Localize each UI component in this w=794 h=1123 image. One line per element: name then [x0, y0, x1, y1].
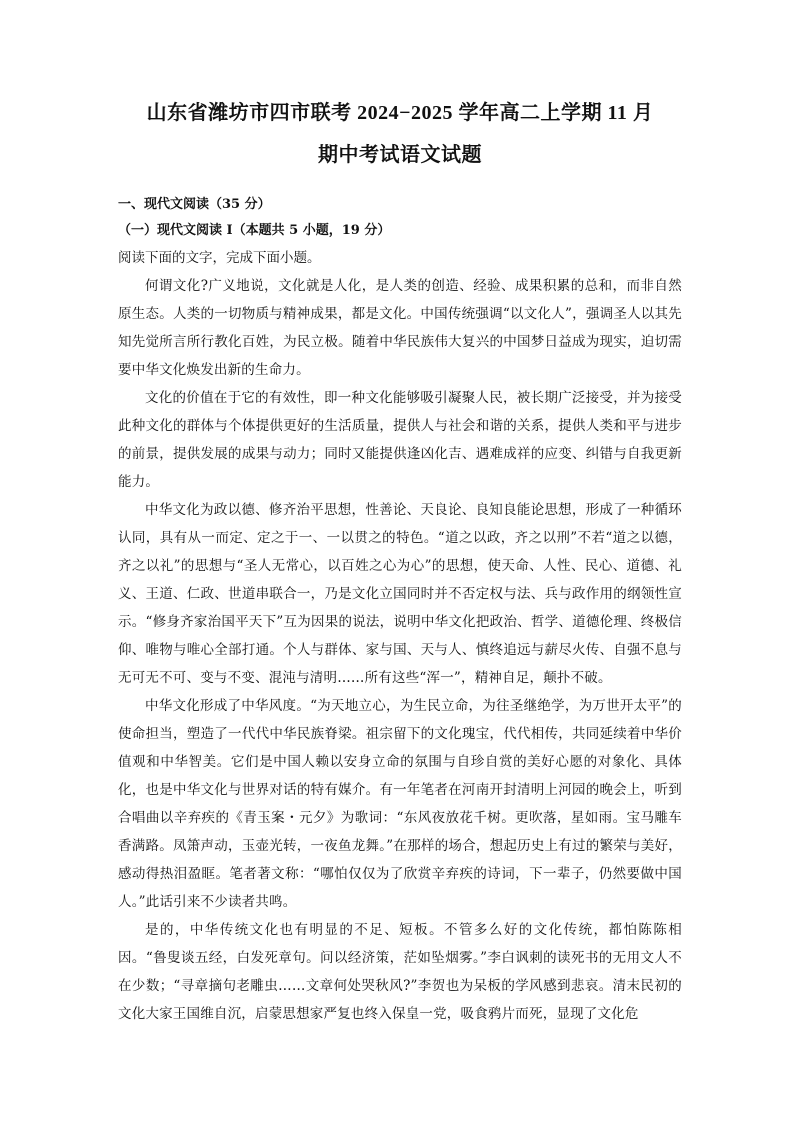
paragraph-5: 是的，中华传统文化也有明显的不足、短板。不管多么好的文化传统，都怕陈陈相因。“鲁叟谈五经，白发死章句。问以经济策，茫如坠烟雾。”李白讽刺的读死书的无用文人不在少数；“寻章摘句老雕虫……文章何处哭秋风?”李贺也为呆板的学风感到悲哀。清末民初的文化大家王国维自沉，启蒙思想家严复也终入保皇一党，吸食鸦片而死，显现了文化危 [118, 922, 682, 1022]
document-title-line-2: 期中考试语文试题 [318, 144, 482, 166]
paragraph-3: 中华文化为政以德、修齐治平思想，性善论、天良论、良知良能论思想，形成了一种循环认同，具有从一而定、定之于一、一以贯之的特色。“道之以政，齐之以刑”不若“道之以德，齐之以礼”的思想与“圣人无常心，以百姓之心为心”的思想，使天命、人性、民心、道德、礼义、王道、仁政、世道串联合一，乃是文化立国同时并不否定权与法、兵与政作用的纲领性宣示。“修身齐家治国平天下”互为因果的说法，说明中华文化把政治、哲学、道德伦理、终极信仰、唯物与唯心全部打通。个人与群体、家与国、天与人、慎终追远与薪尽火传、自强不息与无可无不可、变与不变、混沌与清明……所有这些“浑一”，精神自足，颠扑不破。 [118, 502, 682, 686]
document-title-line-1: 山东省潍坊市四市联考 2024−2025 学年高二上学期 11 月 [146, 102, 654, 124]
reading-instruction: 阅读下面的文字，完成下面小题。 [118, 250, 321, 266]
paragraph-2: 文化的价值在于它的有效性，即一种文化能够吸引凝聚人民，被长期广泛接受，并为接受此种文化的群体与个体提供更好的生活质量，提供人与社会和谐的关系，提供人类和平与进步的前景，提供发展的成果与动力；同时又能提供逢凶化吉、遇难成祥的应变、纠错与自我更新能力。 [118, 390, 682, 490]
subsection-heading: （一）现代文阅读 I（本题共 5 小题，19 分） [118, 223, 391, 238]
section-heading: 一、现代文阅读（35 分） [118, 197, 271, 212]
paragraph-1: 何谓文化?广义地说，文化就是人化，是人类的创造、经验、成果积累的总和，而非自然原生态。人类的一切物质与精神成果，都是文化。中国传统强调“以文化人”，强调圣人以其先知先觉所言所行教化百姓，为民立极。随着中华民族伟大复兴的中国梦日益成为现实，迫切需要中华文化焕发出新的生命力。 [118, 278, 682, 378]
paragraph-4: 中华文化形成了中华风度。“为天地立心，为生民立命，为往圣继绝学，为万世开太平”的使命担当，塑造了一代代中华民族脊梁。祖宗留下的文化瑰宝，代代相传，共同延续着中华价值观和中华智美。它们是中国人赖以安身立命的氛围与自珍自赏的美好心愿的对象化、具体化，也是中华文化与世界对话的特有媒介。有一年笔者在河南开封清明上河园的晚会上，听到合唱曲以辛弃疾的《青玉案・元夕》为歌词：“东风夜放花千树。更吹落，星如雨。宝马雕车香满路。凤箫声动，玉壶光转，一夜鱼龙舞。”在那样的场合，想起历史上有过的繁荣与美好，感动得热泪盈眶。笔者著文称：“哪怕仅仅为了欣赏辛弃疾的诗词，下一辈子，仍然要做中国人。”此话引来不少读者共鸣。 [118, 698, 682, 910]
